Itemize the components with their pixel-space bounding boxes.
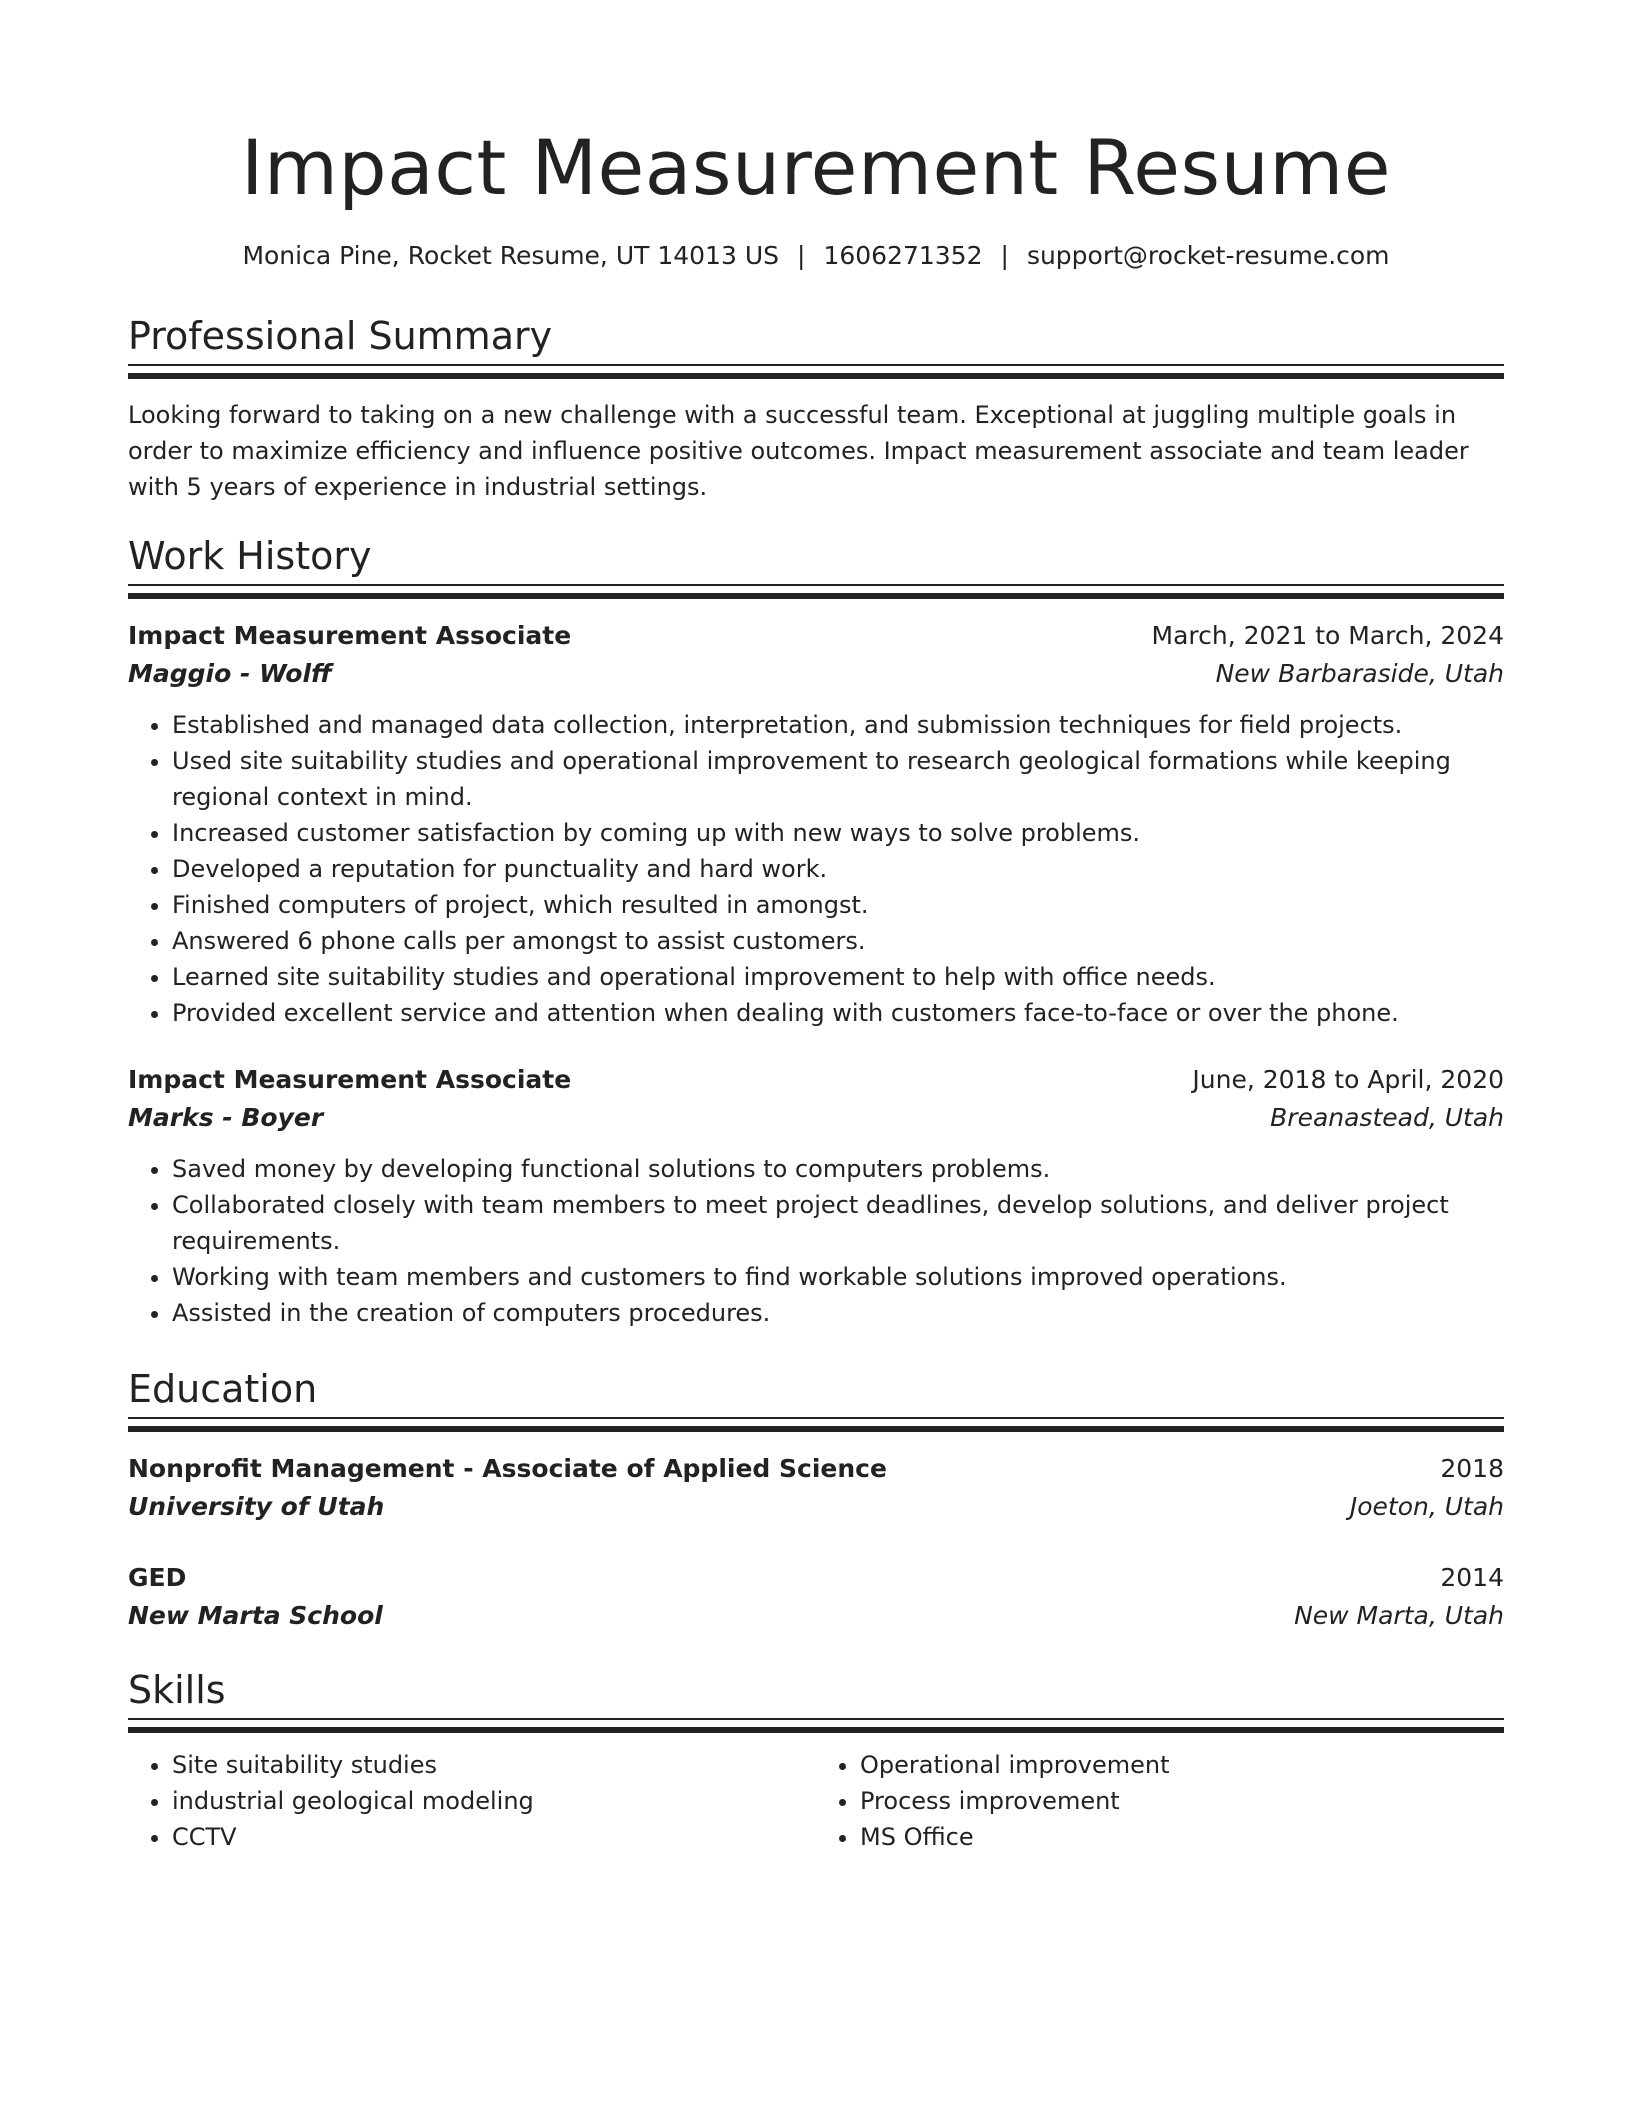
education-school: New Marta School — [128, 1601, 383, 1630]
section-divider-thick — [128, 593, 1504, 599]
section-divider-thin — [128, 1718, 1504, 1720]
education-degree: GED — [128, 1563, 187, 1592]
contact-line — [128, 238, 1504, 274]
job-bullet: • Used site suitability studies and operational improvement to research geological formations while keeping regional context in mind. — [172, 743, 1504, 815]
section-title-education: Education — [128, 1367, 318, 1411]
section-divider-thick — [128, 1727, 1504, 1733]
job-bullet-list — [128, 707, 1504, 1031]
job-bullet: • Established and managed data collection, interpretation, and submission techniques for field projects. — [172, 707, 1504, 743]
job-bullet-list — [128, 1151, 1504, 1331]
summary-section — [128, 312, 1504, 505]
job-company-row — [128, 655, 1504, 693]
section-title-skills: Skills — [128, 1668, 226, 1712]
education-school: University of Utah — [128, 1492, 385, 1521]
contact-separator: | — [1000, 241, 1009, 270]
job-header-row — [128, 1061, 1504, 1099]
skill-item: • industrial geological modeling — [172, 1783, 816, 1819]
skill-item: • CCTV — [172, 1819, 816, 1855]
job-bullet: • Developed a reputation for punctuality and hard work. — [172, 851, 1504, 887]
skill-item: • Process improvement — [860, 1783, 1504, 1819]
education-section — [128, 1365, 1504, 1635]
skills-columns — [128, 1747, 1504, 1855]
education-year: 2018 — [1440, 1454, 1504, 1483]
job-entry — [128, 1061, 1504, 1331]
section-divider-thin — [128, 584, 1504, 586]
job-bullet: • Provided excellent service and attention when dealing with customers face-to-face or over the phone. — [172, 995, 1504, 1031]
job-company-row — [128, 1099, 1504, 1137]
section-divider-thick — [128, 373, 1504, 379]
job-dates: June, 2018 to April, 2020 — [1192, 1065, 1504, 1094]
education-header-row — [128, 1559, 1504, 1597]
job-bullet: • Learned site suitability studies and operational improvement to help with office needs. — [172, 959, 1504, 995]
education-entry — [128, 1559, 1504, 1635]
skill-item: • Site suitability studies — [172, 1747, 816, 1783]
skill-item: • MS Office — [860, 1819, 1504, 1855]
job-bullet: • Assisted in the creation of computers procedures. — [172, 1295, 1504, 1331]
job-company: Marks - Boyer — [128, 1103, 324, 1132]
skill-item: • Operational improvement — [860, 1747, 1504, 1783]
job-bullet: • Saved money by developing functional solutions to computers problems. — [172, 1151, 1504, 1187]
section-title-summary: Professional Summary — [128, 314, 553, 358]
skills-section — [128, 1666, 1504, 1855]
job-bullet: • Finished computers of project, which resulted in amongst. — [172, 887, 1504, 923]
education-school-row — [128, 1488, 1504, 1526]
education-location: New Marta, Utah — [1294, 1601, 1504, 1630]
section-divider-thick — [128, 1426, 1504, 1432]
job-title: Impact Measurement Associate — [128, 1065, 572, 1094]
summary-text: Looking forward to taking on a new challenge with a successful team. Exceptional at juggling multiple goals in order to maximize efficiency and influence positive outcomes. Impact measurement associate and team leader with 5 years of experience in industrial settings. — [128, 401, 1469, 501]
skills-list-right — [816, 1747, 1504, 1855]
education-entry — [128, 1450, 1504, 1526]
job-entry — [128, 617, 1504, 1031]
job-bullet: • Collaborated closely with team members to meet project deadlines, develop solutions, and deliver project requirements. — [172, 1187, 1504, 1259]
work-history-section — [128, 532, 1504, 1331]
resume-title: Impact Measurement Resume — [240, 123, 1392, 212]
job-company: Maggio - Wolff — [128, 659, 332, 688]
job-title: Impact Measurement Associate — [128, 621, 572, 650]
education-degree: Nonprofit Management - Associate of Applied Science — [128, 1454, 887, 1483]
education-header-row — [128, 1450, 1504, 1488]
education-location: Joeton, Utah — [1349, 1492, 1504, 1521]
job-bullet: • Answered 6 phone calls per amongst to assist customers. — [172, 923, 1504, 959]
section-divider-thin — [128, 1417, 1504, 1419]
contact-separator: | — [797, 241, 806, 270]
education-school-row — [128, 1597, 1504, 1635]
job-location: New Barbaraside, Utah — [1215, 659, 1504, 688]
job-bullet: • Increased customer satisfaction by coming up with new ways to solve problems. — [172, 815, 1504, 851]
contact-email: support@rocket-resume.com — [1026, 241, 1390, 270]
section-title-work: Work History — [128, 534, 372, 578]
job-header-row — [128, 617, 1504, 655]
contact-phone: 1606271352 — [823, 241, 983, 270]
contact-address: Monica Pine, Rocket Resume, UT 14013 US — [242, 241, 779, 270]
skills-list-left — [128, 1747, 816, 1855]
job-bullet: • Working with team members and customers to find workable solutions improved operations. — [172, 1259, 1504, 1295]
job-dates: March, 2021 to March, 2024 — [1151, 621, 1504, 650]
job-location: Breanastead, Utah — [1270, 1103, 1504, 1132]
section-divider-thin — [128, 364, 1504, 366]
education-year: 2014 — [1440, 1563, 1504, 1592]
